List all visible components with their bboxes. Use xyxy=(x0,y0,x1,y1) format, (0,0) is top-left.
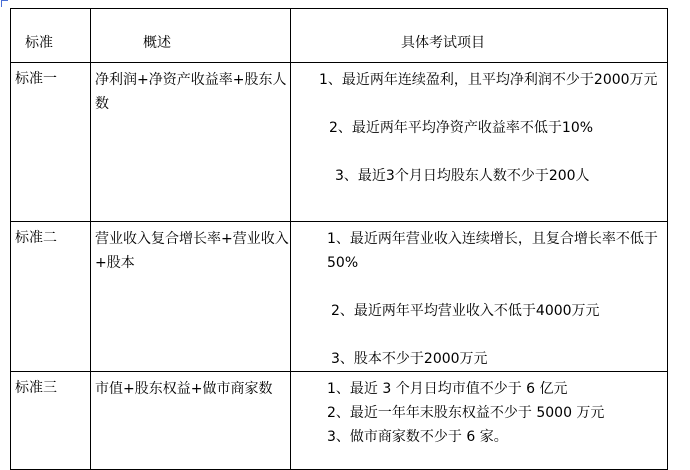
detail-item: 2、最近两年平均营业收入不低于4000万元 xyxy=(331,303,600,319)
standard-details xyxy=(291,372,668,470)
header-standard: 标准 xyxy=(11,9,91,63)
standard-summary: 净利润+净资产收益率+股东人数 xyxy=(91,63,291,222)
detail-item: 1、最近 3 个月日均市值不少于 6 亿元 xyxy=(327,381,568,397)
standard-details xyxy=(291,63,668,222)
listing-standards-table xyxy=(10,8,668,470)
standard-label: 标准一 xyxy=(11,63,91,222)
table-row xyxy=(11,372,668,470)
detail-item: 2、最近两年平均净资产收益率不低于10% xyxy=(329,120,594,136)
detail-item: 1、最近两年营业收入连续增长，且复合增长率不低于50% xyxy=(327,231,658,271)
standard-summary: 市值+股东权益+做市商家数 xyxy=(91,372,291,470)
detail-item: 3、股本不少于2000万元 xyxy=(331,351,488,367)
corner-mark xyxy=(1,0,8,7)
detail-item: 2、最近一年年末股东权益不少于 5000 万元 xyxy=(327,405,605,421)
standard-summary: 营业收入复合增长率+营业收入+股本 xyxy=(91,222,291,372)
header-details: 具体考试项目 xyxy=(291,9,668,63)
standard-label: 标准二 xyxy=(11,222,91,372)
table-row xyxy=(11,222,668,372)
detail-item: 1、最近两年连续盈利，且平均净利润不少于2000万元 xyxy=(319,72,658,88)
table-row xyxy=(11,63,668,222)
header-row xyxy=(11,9,668,63)
header-overview: 概述 xyxy=(91,9,291,63)
detail-item: 3、最近3个月日均股东人数不少于200人 xyxy=(335,168,590,184)
standard-details xyxy=(291,222,668,372)
detail-item: 3、做市商家数不少于 6 家。 xyxy=(327,429,508,445)
standard-label: 标准三 xyxy=(11,372,91,470)
